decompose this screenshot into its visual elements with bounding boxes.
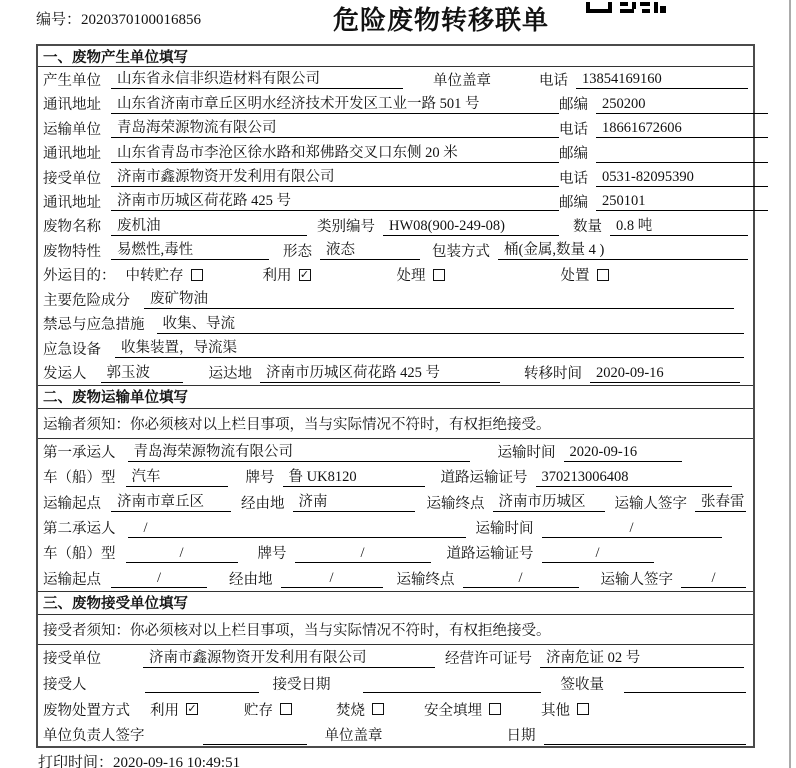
traits-label: 废物特性 [43, 243, 101, 260]
origin1-label: 运输起点 [43, 495, 101, 512]
producer-zip-label: 邮编 [559, 97, 588, 114]
date-label: 日期 [506, 728, 536, 745]
equipment-label: 应急设备 [43, 341, 101, 358]
end1-value: 济南市历城区 [493, 492, 605, 512]
row-equipment [38, 336, 753, 360]
responsible-sign-label: 单位负责人签字 [43, 728, 145, 745]
origin2-label: 运输起点 [43, 571, 101, 588]
origin2-value: / [111, 568, 207, 588]
checkbox-checked-icon: ✓ [187, 703, 197, 716]
transport-time1-label: 运输时间 [497, 445, 556, 462]
producer-address-label: 通讯地址 [43, 97, 101, 114]
checkbox-icon [280, 703, 292, 715]
row-route1 [38, 490, 753, 515]
carrier1-label: 第一承运人 [43, 445, 116, 462]
checkbox-label: 处置 [560, 268, 590, 285]
transport-time2-label: 运输时间 [475, 521, 534, 538]
transporter-phone-value: 18661672606 [596, 118, 768, 138]
via2-value: / [281, 568, 383, 588]
transport-time2-value: / [542, 518, 722, 538]
row-transporter [38, 116, 753, 140]
plate2-value: / [295, 543, 431, 563]
received-qty-label: 签收量 [560, 676, 604, 693]
row-producer [38, 67, 753, 91]
taboo-value: 收集、导流 [157, 314, 745, 334]
receiver-address-value: 济南市历城区荷花路 425 号 [111, 191, 559, 211]
disposal-option-other [541, 699, 589, 720]
plate1-label: 牌号 [245, 470, 275, 487]
purpose-option-transfer-storage [126, 264, 203, 285]
carrier1-value: 青岛海荣源物流有限公司 [128, 442, 470, 462]
producer-phone-label: 电话 [539, 72, 568, 89]
receiver-value: 济南市鑫源物资开发利用有限公司 [111, 167, 559, 187]
print-time-value: 2020-09-16 10:49:51 [113, 755, 241, 768]
checkbox-icon [489, 703, 501, 715]
receiver-phone-label: 电话 [559, 170, 588, 187]
row-responsible-sign [38, 722, 753, 748]
checkbox-icon [433, 269, 445, 281]
checkbox-label: 利用 [150, 702, 179, 719]
scan-page-edge [789, 0, 791, 768]
checkbox-label: 焚烧 [336, 702, 365, 719]
receiver-address-label: 通讯地址 [43, 194, 101, 211]
row-producer-address [38, 91, 753, 115]
receiver-label: 接受单位 [43, 170, 101, 187]
carrier2-label: 第二承运人 [43, 521, 116, 538]
taboo-label: 禁忌与应急措施 [43, 317, 145, 334]
transfer-time-value: 2020-09-16 [590, 363, 740, 383]
origin1-value: 济南市章丘区 [111, 492, 231, 512]
category-label: 类别编号 [317, 219, 375, 236]
disposal-option-incinerate [336, 699, 384, 720]
receiver-zip-value: 250101 [596, 191, 768, 211]
producer-zip-value: 250200 [596, 94, 768, 114]
producer-label: 产生单位 [43, 72, 101, 89]
via2-label: 经由地 [229, 571, 273, 588]
date-value [544, 725, 747, 745]
producer-value: 山东省永信非织造材料有限公司 [111, 69, 403, 89]
vehicle1-label: 车（船）型 [43, 470, 116, 487]
packing-value: 桶(金属,数量 4 ) [498, 240, 748, 260]
transporter-value: 青岛海荣源物流有限公司 [111, 118, 559, 138]
purpose-option-treat [397, 264, 445, 285]
disposal-option-storage [244, 699, 292, 720]
unit-seal-label: 单位盖章 [324, 728, 383, 745]
plate2-label: 牌号 [257, 546, 287, 563]
acceptor-notice: 接受者须知：你必须核对以上栏目事项，当与实际情况不符时，有权拒绝接受。 [38, 615, 753, 645]
checkbox-label: 其他 [541, 702, 570, 719]
quantity-value: 0.8 吨 [610, 216, 748, 236]
transporter-zip-label: 邮编 [559, 146, 588, 163]
purpose-option-dispose [561, 264, 609, 285]
checkbox-icon [191, 269, 203, 281]
checkbox-label: 贮存 [244, 702, 273, 719]
sign1-value: 张春雷 [695, 492, 746, 512]
transporter-label: 运输单位 [43, 121, 101, 138]
accept-unit-label: 接受单位 [43, 651, 101, 668]
disposal-option-landfill [424, 699, 501, 720]
doc-number-value: 2020370100016856 [81, 12, 202, 28]
row-receiver [38, 165, 753, 189]
waste-name-label: 废物名称 [43, 219, 101, 236]
seal-label: 单位盖章 [433, 72, 491, 89]
row-accept-unit [38, 645, 753, 671]
consignor-label: 发运人 [43, 366, 87, 383]
checkbox-label: 处理 [396, 268, 426, 285]
permit2-label: 道路运输证号 [446, 546, 534, 563]
received-qty-value [624, 673, 746, 693]
checkbox-label: 利用 [262, 268, 292, 285]
sign2-label: 运输人签字 [600, 571, 673, 588]
row-acceptor [38, 671, 753, 697]
qr-code-fragment-icon [586, 0, 668, 18]
disposal-option-use [150, 699, 198, 720]
section1-heading: 一、废物产生单位填写 [38, 46, 753, 67]
row-receiver-address [38, 189, 753, 213]
acceptor-label: 接受人 [43, 676, 87, 693]
producer-phone-value: 13854169160 [576, 69, 748, 89]
row-carrier1 [38, 439, 753, 464]
row-waste-name [38, 214, 753, 238]
disposal-label: 废物处置方式 [43, 702, 130, 719]
row-vehicle2 [38, 540, 753, 565]
packing-label: 包装方式 [432, 243, 490, 260]
waste-name-value: 废机油 [111, 216, 307, 236]
destination-label: 运达地 [208, 366, 252, 383]
checkbox-checked-icon: ✓ [299, 268, 310, 281]
equipment-value: 收集装置，导流渠 [115, 338, 744, 358]
row-disposal [38, 696, 753, 722]
section2-heading: 二、废物运输单位填写 [38, 385, 753, 409]
doc-number-label: 编号： [36, 12, 82, 28]
accept-date-value [363, 673, 541, 693]
permit2-value: / [542, 543, 654, 563]
permit1-value: 370213006408 [536, 467, 733, 487]
quantity-label: 数量 [573, 219, 602, 236]
sign1-label: 运输人签字 [614, 495, 687, 512]
row-consignor [38, 360, 753, 384]
sign2-value: / [681, 568, 746, 588]
page-title: 危险废物转移联单 [333, 6, 550, 35]
row-hazard [38, 287, 753, 311]
end1-label: 运输终点 [426, 495, 485, 512]
receiver-phone-value: 0531-82095390 [596, 167, 768, 187]
row-taboo [38, 312, 753, 336]
responsible-sign-value [203, 725, 307, 745]
row-waste-traits [38, 238, 753, 262]
license-value: 济南危证 02 号 [540, 648, 744, 668]
transporter-notice: 运输者须知：你必须核对以上栏目事项，当与实际情况不符时，有权拒绝接受。 [38, 409, 753, 439]
traits-value: 易燃性,毒性 [111, 240, 269, 260]
transfer-time-label: 转移时间 [524, 366, 582, 383]
consignor-value: 郭玉波 [101, 363, 183, 383]
row-route2 [38, 566, 753, 591]
row-purpose [38, 263, 753, 287]
row-transporter-address [38, 140, 753, 164]
plate1-value: 鲁 UK8120 [283, 467, 425, 487]
row-vehicle1 [38, 464, 753, 489]
purpose-option-use [263, 264, 311, 285]
print-time [38, 751, 240, 768]
checkbox-icon [372, 703, 384, 715]
via1-value: 济南 [293, 492, 415, 512]
vehicle2-value: / [126, 543, 238, 563]
license-label: 经营许可证号 [445, 651, 532, 668]
accept-date-label: 接受日期 [272, 676, 331, 693]
transport-time1-value: 2020-09-16 [564, 442, 682, 462]
vehicle1-value: 汽车 [126, 467, 228, 487]
print-time-label: 打印时间： [38, 755, 114, 768]
checkbox-label: 安全填埋 [424, 702, 482, 719]
section3-heading: 三、废物接受单位填写 [38, 591, 753, 615]
doc-number [36, 8, 201, 29]
purpose-label: 外运目的： [43, 268, 116, 285]
transporter-address-value: 山东省青岛市李沧区徐水路和郑佛路交叉口东侧 20 米 [111, 143, 559, 163]
end2-label: 运输终点 [396, 571, 455, 588]
transporter-phone-label: 电话 [559, 121, 588, 138]
acceptor-value [145, 673, 259, 693]
transporter-zip-value [596, 143, 768, 163]
via1-label: 经由地 [241, 495, 285, 512]
transporter-address-label: 通讯地址 [43, 146, 101, 163]
row-carrier2 [38, 515, 753, 540]
carrier2-value: / [128, 518, 466, 538]
vehicle2-label: 车（船）型 [43, 546, 116, 563]
end2-value: / [463, 568, 579, 588]
checkbox-icon [577, 703, 589, 715]
destination-value: 济南市历城区荷花路 425 号 [260, 363, 500, 383]
category-value: HW08(900-249-08) [383, 216, 559, 236]
manifest-form [36, 44, 755, 748]
hazard-value: 废矿物油 [144, 289, 734, 309]
permit1-label: 道路运输证号 [440, 470, 528, 487]
form-value: 液态 [320, 240, 420, 260]
producer-address-value: 山东省济南市章丘区明水经济技术开发区工业一路 501 号 [111, 94, 559, 114]
receiver-zip-label: 邮编 [559, 194, 588, 211]
hazard-label: 主要危险成分 [43, 292, 130, 309]
checkbox-icon [597, 269, 609, 281]
form-label: 形态 [283, 243, 312, 260]
accept-unit-value: 济南市鑫源物资开发利用有限公司 [143, 648, 435, 668]
checkbox-label: 中转贮存 [125, 268, 184, 285]
